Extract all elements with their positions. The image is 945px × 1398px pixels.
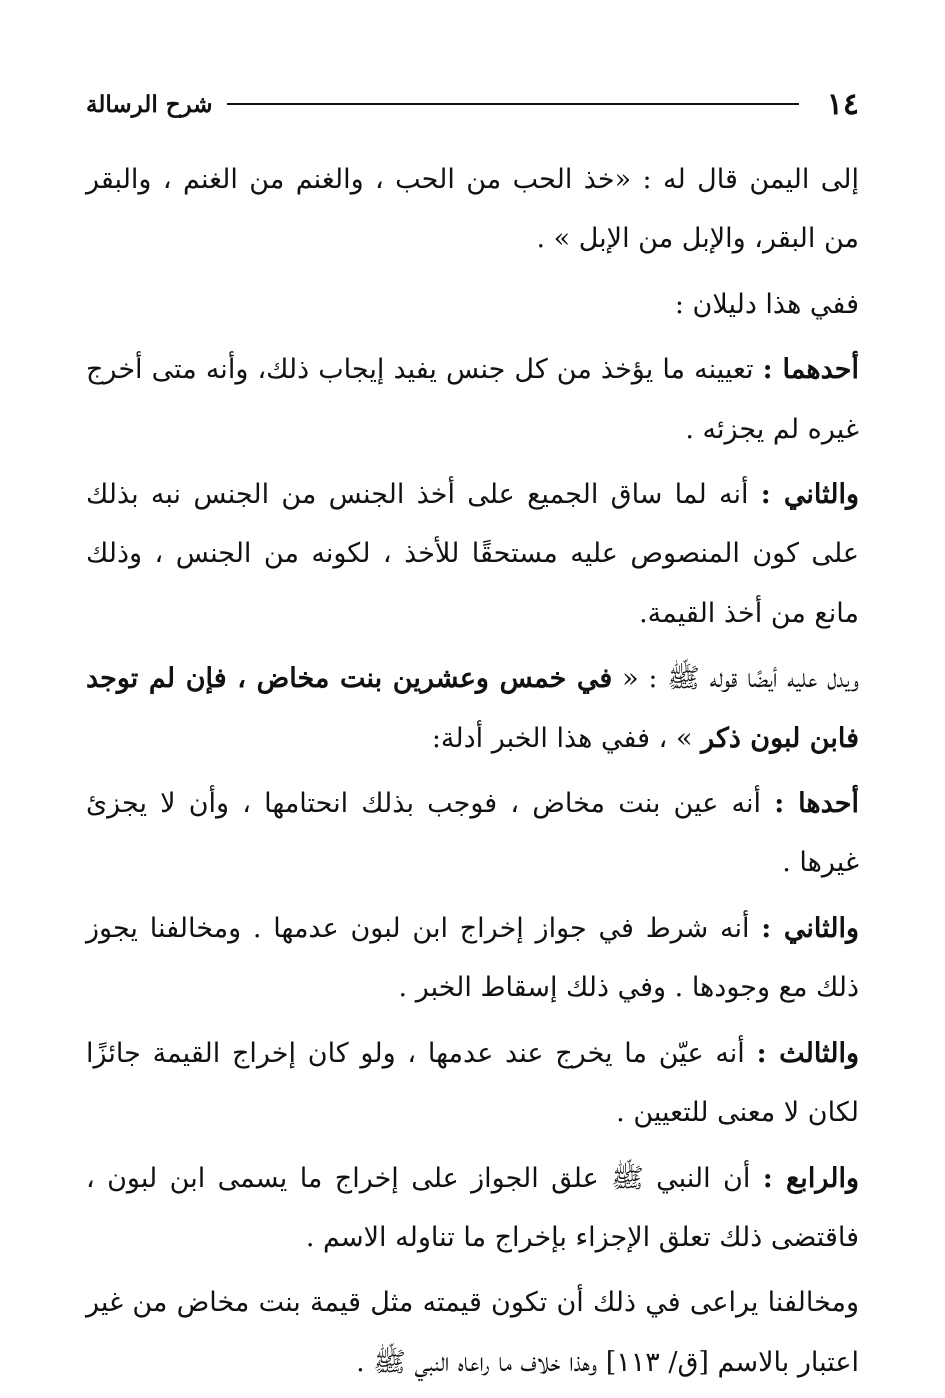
hadith-quote: في خمس وعشرين بنت مخاض ، فإن لم توجد فابن لبون ذكر [86,663,859,754]
paragraph [86,275,859,334]
paragraph-lead: أحدهما : [762,354,859,386]
paragraph-text: أنه عين بنت مخاض ، فوجب بذلك انحتامها ، وأن لا يجزئ غيرها . [86,788,859,879]
page-number: ١٤ [826,86,859,122]
paragraph [86,1273,859,1392]
running-title: شرح الرسالة [86,90,213,118]
paragraph-text: أنه شرط في جواز إخراج ابن لبون عدمها . ومخالفنا يجوز ذلك مع وجودها . وفي ذلك إسقاط الخبر . [86,912,859,1004]
paragraph-text: أنه لما ساق الجميع على أخذ الجنس من الجنس نبه بذلك على كون المنصوص عليه مستحقًا للأخذ ، لكونه من الجنس ، وذلك مانع من أخذ القيمة. [86,479,859,629]
paragraph-lead: والثاني : [761,912,859,944]
paragraph [86,465,859,643]
paragraph [86,774,859,893]
paragraph-text: إلى اليمن قال له : «خذ الحب من الحب ، والغنم من الغنم ، والبقر من البقر، والإبل من الإبل » . [86,164,859,255]
paragraph-text: تعيينه ما يؤخذ من كل جنس يفيد إيجاب ذلك، وأنه متى أخرج غيره لم يجزئه . [86,354,859,445]
page-body [86,150,859,1398]
paragraph-text: ومخالفنا يراعى في ذلك أن تكون قيمته مثل قيمة بنت مخاض من غير اعتبار بالاسم [ق/ ١١٣] وهذا خلاف ما راعاه النبي ﷺ . [86,1287,859,1378]
paragraph [86,1149,859,1268]
paragraph-lead: والثاني : [760,479,859,511]
paragraph-text: أنه عيّن ما يخرج عند عدمها ، ولو كان إخراج القيمة جائزًا لكان لا معنى للتعيين . [86,1037,859,1129]
paragraph-lead: أحدها : [774,788,859,820]
paragraph [86,150,859,269]
paragraph [86,340,859,459]
paragraph [86,899,859,1018]
paragraph-text: أن النبي ﷺ علق الجواز على إخراج ما يسمى ابن لبون ، فاقتضى ذلك تعلق الإجزاء بإخراج ما تناوله الاسم . [86,1162,859,1253]
paragraph [86,649,859,768]
header-rule [227,103,799,105]
paragraph-text: ويدل عليه أيضًا قوله ﷺ : « [612,663,859,695]
paragraph [86,1024,859,1143]
paragraph-text: ففي هذا دليلان : [674,288,859,320]
page-header [86,84,859,124]
paragraph-lead: والرابع : [762,1162,859,1194]
paragraph-text: » ، ففي هذا الخبر أدلة: [431,722,702,754]
paragraph-lead: والثالث : [756,1037,860,1069]
